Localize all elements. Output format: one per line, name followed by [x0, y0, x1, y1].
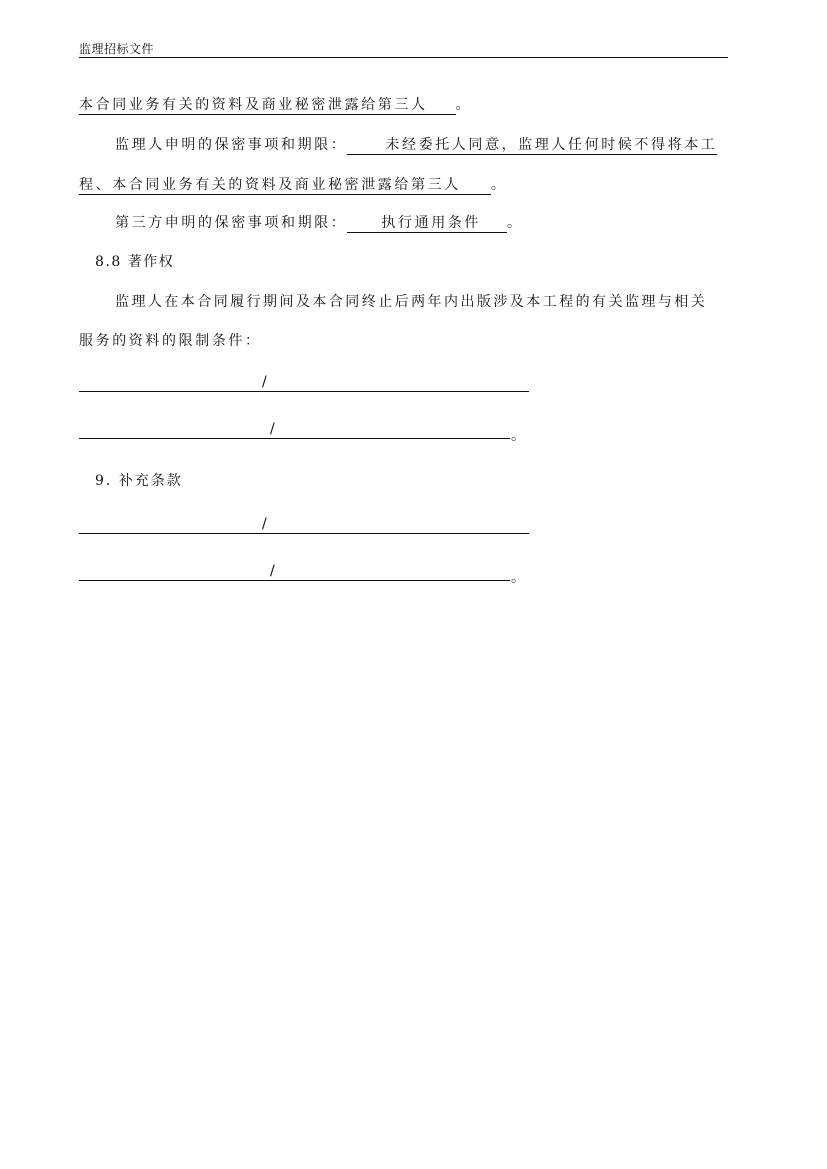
fill-supervisor-confidential: 未经委托人同意，监理人任何时候不得将本工: [347, 137, 717, 155]
period: 。: [455, 97, 473, 113]
period: 。: [490, 177, 508, 193]
paragraph-supervisor-confidential: [115, 134, 717, 154]
period: 。: [507, 215, 524, 231]
blank-placeholder-mark: /: [270, 563, 275, 579]
blank-line-1: [79, 391, 529, 392]
period: 。: [511, 570, 525, 586]
blank-placeholder-mark: /: [262, 374, 267, 390]
blank-line-4: [79, 580, 510, 581]
blank-placeholder-mark: /: [270, 421, 275, 437]
blank-line-3: [79, 533, 529, 534]
period: 。: [511, 428, 525, 444]
underlined-text: 本合同业务有关的资料及商业秘密泄露给第三人: [79, 97, 456, 115]
section-8-8-heading: 8.8 著作权: [95, 254, 175, 270]
header-divider: [79, 57, 728, 58]
blank-line-2: [79, 438, 510, 439]
paragraph-confidential-continuation: [79, 94, 472, 114]
document-header-title: 监理招标文件: [79, 42, 155, 56]
paragraph-supervisor-confidential-continuation: [79, 174, 507, 194]
section-8-8-body-line-1: 监理人在本合同履行期间及本合同终止后两年内出版涉及本工程的有关监理与相关: [115, 294, 708, 310]
label-supervisor-confidential: 监理人申明的保密事项和期限：: [115, 137, 348, 153]
section-8-8-body-line-2: 服务的资料的限制条件：: [79, 333, 262, 349]
section-9-heading: 9. 补充条款: [95, 473, 183, 489]
label-third-party-confidential: 第三方申明的保密事项和期限：: [115, 215, 348, 231]
paragraph-third-party-confidential: [115, 212, 524, 232]
fill-third-party-confidential: 执行通用条件: [347, 215, 507, 233]
underlined-text: 程、本合同业务有关的资料及商业秘密泄露给第三人: [79, 177, 491, 195]
blank-placeholder-mark: /: [262, 516, 267, 532]
